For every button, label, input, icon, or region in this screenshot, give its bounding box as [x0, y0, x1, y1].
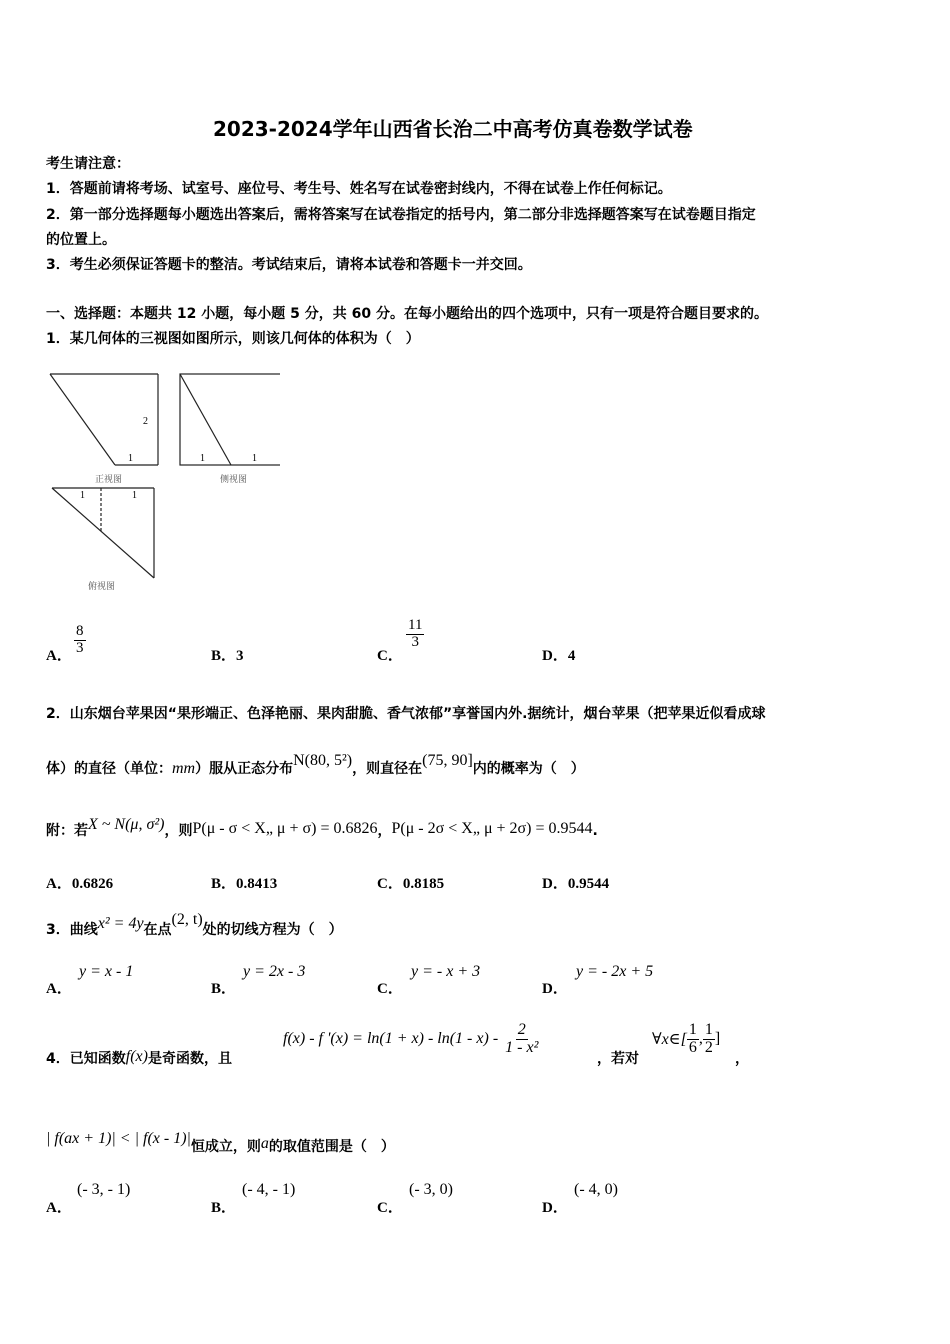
q1-option-b-value: 3: [236, 648, 244, 664]
side-dim-a: 1: [200, 453, 205, 464]
q4-range-upper-den: 2: [704, 1038, 713, 1056]
top-view: [52, 488, 154, 592]
q2-stem-line2: [46, 752, 585, 778]
q3-option-b-label: B．: [211, 981, 237, 997]
q4-option-d: (- 4, 0): [574, 1181, 618, 1198]
q1-c-numerator: 11: [408, 617, 423, 633]
notice-item: 3．考生必须保证答题卡的整洁。考试结束后，请将本试卷和答题卡一并交回。: [46, 257, 532, 273]
q4-range-close: ]: [714, 1030, 721, 1048]
q4-inequality: | f(ax + 1)| < | f(x - 1)|: [46, 1130, 191, 1147]
top-dim-a: 1: [80, 490, 85, 501]
q1-a-numerator: 8: [76, 623, 84, 639]
q1-a-denominator: 3: [76, 639, 84, 656]
q4-eq-denominator: 1 - x²: [505, 1038, 539, 1056]
q3-text: 处的切线方程为（ ）: [202, 922, 343, 938]
q4-stem-line2: [46, 1130, 395, 1156]
side-view: [180, 374, 280, 485]
q3-stem: [46, 911, 343, 939]
q4-equation: [283, 1022, 540, 1057]
top-view-label: 俯视图: [88, 582, 116, 592]
q4-text: 4．已知函数: [46, 1051, 126, 1067]
q3-option-b: y = 2x - 3: [243, 963, 306, 980]
q4-text-ruodui: ，若对: [597, 1051, 639, 1067]
three-view-figure: [40, 364, 280, 596]
q4-option-b-label: B．: [211, 1200, 237, 1216]
q3-text: 3．曲线: [46, 922, 98, 938]
q3-curve: x² = 4y: [97, 915, 144, 932]
q4-text: 恒成立，则: [190, 1139, 261, 1155]
q1-option-d-value: 4: [567, 648, 576, 664]
q2-option-c: C．0.8185: [377, 876, 445, 892]
q1-option-a-label: A．: [46, 648, 72, 664]
top-dim-b: 1: [132, 490, 137, 501]
q1-option-d-label: D．: [542, 648, 568, 664]
q4-range-upper-num: 1: [704, 1021, 713, 1038]
q4-range: [652, 1022, 720, 1057]
q2-distribution: N(80, 5²): [293, 752, 353, 769]
notice-item: 的位置上。: [46, 232, 116, 248]
q4-variable-a: a: [260, 1135, 269, 1152]
section-heading: 一、选择题：本题共 12 小题，每小题 5 分，共 60 分。在每小题给出的四个选项中，只有一项是符合题目要求的。: [46, 306, 768, 322]
q4-option-d-label: D．: [542, 1200, 568, 1216]
q2-option-b: B．0.8413: [211, 876, 278, 892]
side-view-label: 侧视图: [220, 475, 248, 485]
q2-text: 内的概率为（ ）: [472, 761, 585, 777]
q4-eq-numerator: 2: [517, 1021, 526, 1038]
q3-point: (2, t): [171, 911, 203, 928]
q1-option-b-label: B．: [211, 648, 237, 664]
q2-stem-line1: 2．山东烟台苹果因“果形端正、色泽艳丽、果肉甜脆、香气浓郁”享誉国内外.据统计，烟台苹果（把苹果近似看成球: [46, 706, 766, 722]
q4-range-lower-den: 6: [688, 1038, 697, 1056]
q4-range-comma: ,: [698, 1030, 703, 1048]
q3-text: 在点: [143, 922, 172, 938]
q3-option-a-label: A．: [46, 981, 72, 997]
q3-option-d: y = - 2x + 5: [576, 963, 654, 980]
q2-text: ，则直径在: [352, 761, 423, 777]
q2-option-a: A．0.6826: [46, 876, 114, 892]
q4-option-a: (- 3, - 1): [77, 1181, 131, 1198]
q2-option-d: D．0.9544: [542, 876, 610, 892]
q2-text: .: [592, 823, 598, 839]
q1-option-d: [542, 644, 575, 665]
q4-option-c: (- 3, 0): [409, 1181, 453, 1198]
q3-option-a: y = x - 1: [79, 963, 134, 980]
front-view-label: 正视图: [95, 475, 123, 485]
q1-option-a-fraction: [74, 624, 86, 657]
front-view: [50, 374, 158, 485]
q2-interval: (75, 90]: [422, 752, 473, 769]
q4-option-a-label: A．: [46, 1200, 72, 1216]
front-dim-1: 1: [128, 453, 133, 464]
q4-range-lower-num: 1: [688, 1021, 697, 1038]
q2-text: 体）的直径（单位：: [46, 761, 172, 777]
q4-stem-prefix: [46, 1048, 232, 1068]
q1-option-c-label: C．: [377, 648, 403, 664]
q3-option-c: y = - x + 3: [411, 963, 481, 980]
q4-text: 是奇函数，且: [147, 1051, 232, 1067]
q2-text: ，则: [164, 823, 193, 839]
exam-title: 2023-2024学年山西省长治二中高考仿真卷数学试卷: [213, 117, 693, 141]
notice-heading: 考生请注意：: [46, 156, 130, 172]
q1-option-c-fraction: [406, 618, 424, 651]
q1-option-b: [211, 644, 244, 665]
q4-equation-left: f(x) - f '(x) = ln(1 + x) - ln(1 - x) -: [283, 1030, 499, 1048]
q2-prob-2: P(μ - 2σ < X„ μ + 2σ) = 0.9544: [391, 820, 593, 837]
q4-text: 的取值范围是（ ）: [268, 1139, 395, 1155]
notice-item: 2．第一部分选择题每小题选出答案后，需将答案写在试卷指定的括号内，第二部分非选择题答案写在试卷题目指定: [46, 207, 756, 223]
q4-option-b: (- 4, - 1): [242, 1181, 296, 1198]
q4-text-comma: ，: [735, 1051, 749, 1067]
q1-c-denominator: 3: [411, 633, 419, 650]
side-dim-b: 1: [252, 453, 257, 464]
q3-option-c-label: C．: [377, 981, 403, 997]
q4-forall: ∀x∈[: [652, 1031, 687, 1049]
q1-stem: 1．某几何体的三视图如图所示，则该几何体的体积为（ ）: [46, 331, 420, 347]
q2-prob-1: P(μ - σ < X„ μ + σ) = 0.6826: [192, 820, 378, 837]
q2-text: ）服从正态分布: [195, 761, 294, 777]
q2-stem-line3: [46, 816, 598, 840]
q2-normal-def: X ~ N(μ, σ²): [88, 816, 165, 833]
notice-item: 1．答题前请将考场、试室号、座位号、考生号、姓名写在试卷密封线内，不得在试卷上作任何标记。: [46, 181, 672, 197]
q3-option-d-label: D．: [542, 981, 568, 997]
q2-text: 附：若: [46, 823, 88, 839]
q2-text: ，: [377, 823, 392, 839]
q4-option-c-label: C．: [377, 1200, 403, 1216]
q2-unit: mm: [172, 760, 196, 777]
front-dim-2: 2: [143, 416, 148, 427]
q4-function: f(x): [125, 1048, 148, 1065]
